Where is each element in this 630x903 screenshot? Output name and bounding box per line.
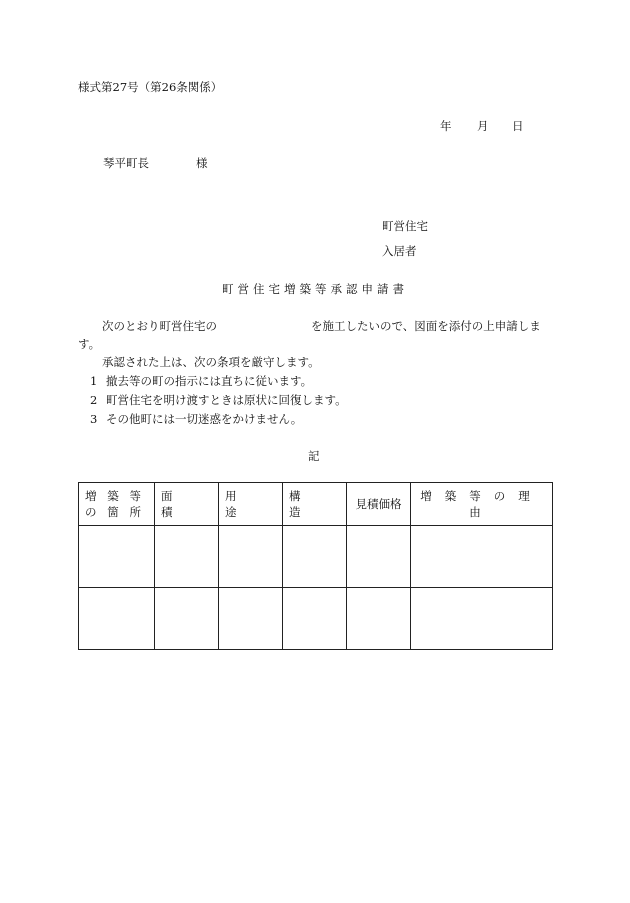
table-cell[interactable] <box>411 526 553 588</box>
ki-label: 記 <box>308 449 320 463</box>
table-cell[interactable] <box>79 588 155 650</box>
body-para2: 承認された上は、次の条項を厳守します。 <box>102 355 320 369</box>
table-header-row <box>79 483 553 526</box>
header-estimate-label: 見積価格 <box>355 497 402 511</box>
header-reason-label: 増築等の理由 <box>420 489 543 519</box>
item-3-number: 3 <box>90 412 98 426</box>
applicant-resident-label: 入居者 <box>382 244 417 258</box>
header-location-label: 増築等の箇所 <box>85 489 148 519</box>
header-reason <box>411 483 553 526</box>
applicant-address-label: 町営住宅 <box>382 219 428 233</box>
item-1-text: 撤去等の町の指示には直ちに従います。 <box>106 374 313 388</box>
body-para1-part2: を施工したいので、図面を添付の上申請しま <box>311 319 541 333</box>
table-cell[interactable] <box>219 526 283 588</box>
table-cell[interactable] <box>155 526 219 588</box>
table-cell[interactable] <box>219 588 283 650</box>
addressee-name: 琴平町長 <box>103 156 149 170</box>
date-day-label: 日 <box>512 119 524 133</box>
table-row <box>79 588 553 650</box>
addressee-honorific: 様 <box>196 156 208 170</box>
table-cell[interactable] <box>79 526 155 588</box>
construction-table <box>78 482 553 650</box>
header-area-label: 面積 <box>161 489 203 519</box>
form-number: 様式第27号（第26条関係） <box>78 80 223 94</box>
item-3-text: その他町には一切迷惑をかけません。 <box>106 412 303 426</box>
header-structure-label: 構造 <box>289 489 331 519</box>
body-para1-part3: す。 <box>78 337 101 351</box>
header-estimate <box>347 483 411 526</box>
table-cell[interactable] <box>155 588 219 650</box>
table-cell[interactable] <box>411 588 553 650</box>
item-2-number: 2 <box>90 393 98 407</box>
table-cell[interactable] <box>347 588 411 650</box>
header-structure <box>283 483 347 526</box>
header-location <box>79 483 155 526</box>
header-use <box>219 483 283 526</box>
body-para1-part1: 次のとおり町営住宅の <box>102 319 217 333</box>
table-cell[interactable] <box>283 588 347 650</box>
header-area <box>155 483 219 526</box>
table-cell[interactable] <box>347 526 411 588</box>
document-title: 町営住宅増築等承認申請書 <box>222 282 408 296</box>
date-year-label: 年 <box>440 119 452 133</box>
item-1-number: 1 <box>90 374 98 388</box>
header-use-label: 用途 <box>225 489 267 519</box>
table-cell[interactable] <box>283 526 347 588</box>
table-row <box>79 526 553 588</box>
item-2-text: 町営住宅を明け渡すときは原状に回復します。 <box>106 393 347 407</box>
date-month-label: 月 <box>477 119 489 133</box>
